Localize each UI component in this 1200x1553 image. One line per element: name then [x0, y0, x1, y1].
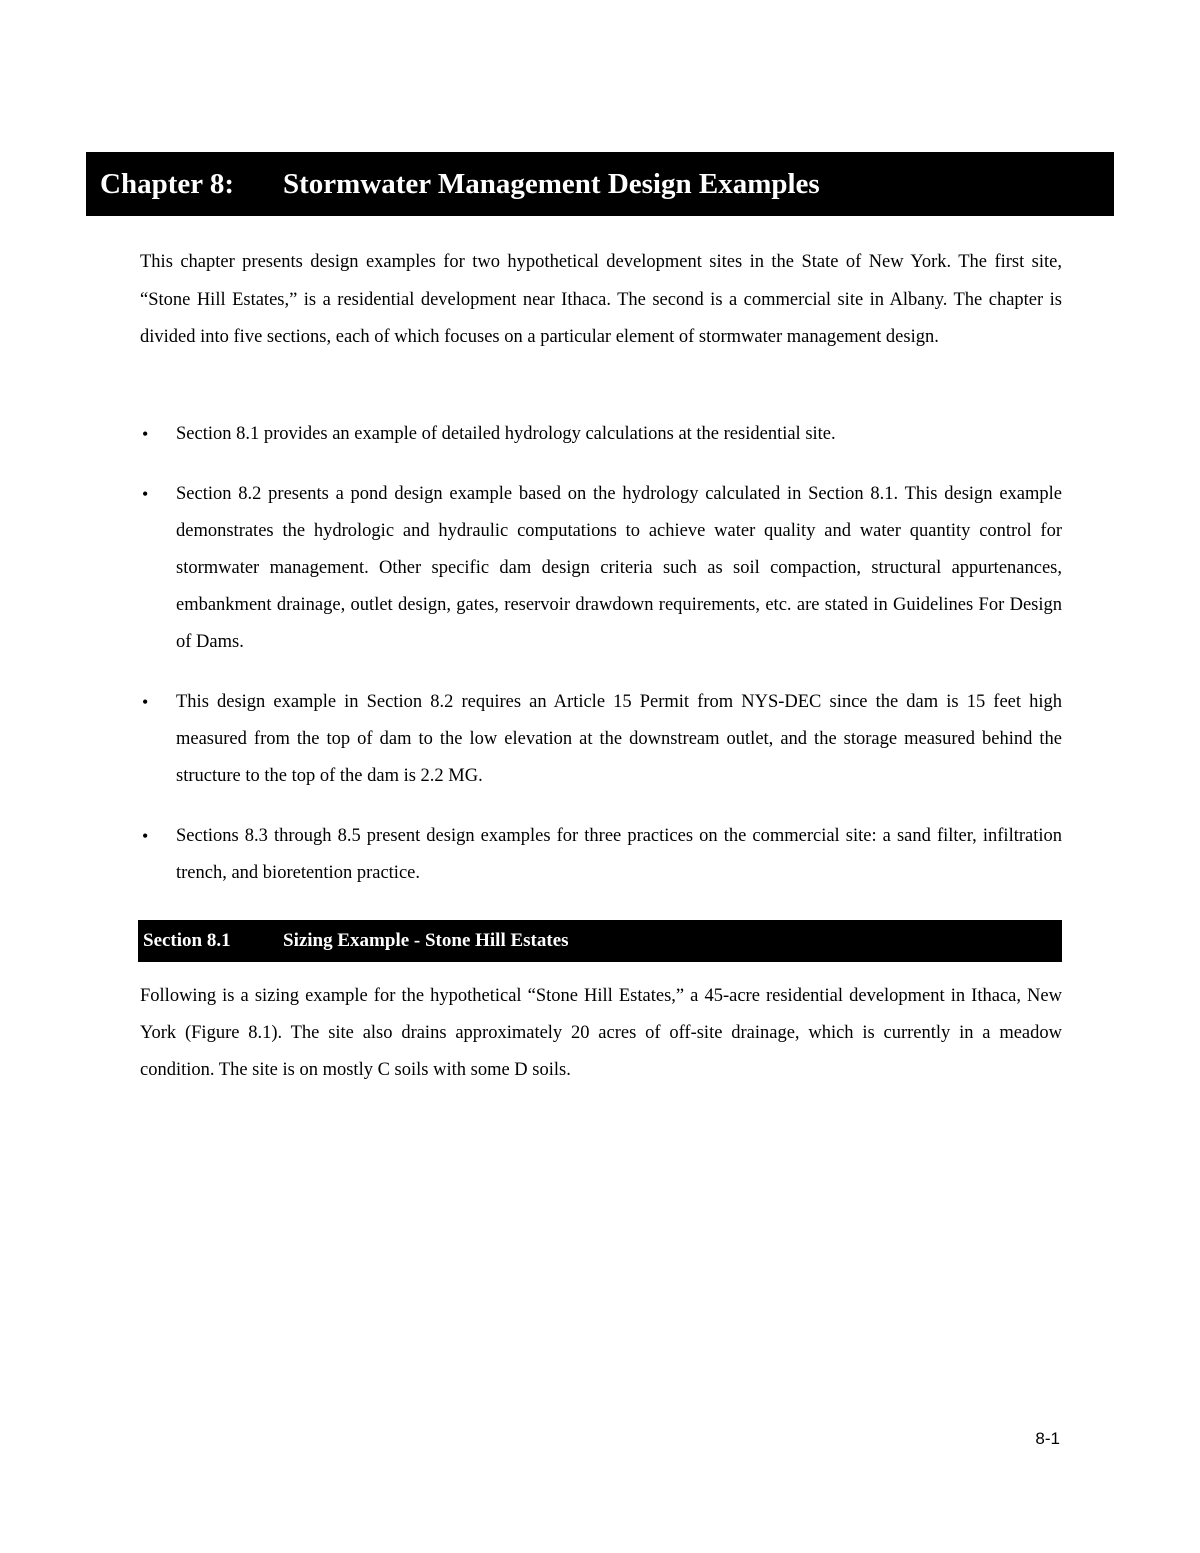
- list-item-text: Sections 8.3 through 8.5 present design examples for three practices on the commercial site: a sand filter, infiltration trench, and bioretention practice.: [176, 826, 1062, 883]
- section-title: Sizing Example - Stone Hill Estates: [283, 930, 569, 951]
- list-item: [140, 416, 1062, 453]
- bullet-icon: •: [142, 424, 149, 444]
- section-heading: [138, 920, 1062, 962]
- bullet-icon: •: [142, 826, 149, 846]
- list-item: [140, 476, 1062, 661]
- list-item: [140, 818, 1062, 892]
- bullet-icon: •: [142, 692, 149, 712]
- chapter-number: Chapter 8:: [100, 167, 234, 200]
- page-number: 8-1: [1035, 1429, 1060, 1448]
- list-item-text: This design example in Section 8.2 requires an Article 15 Permit from NYS-DEC since the dam is 15 feet high measured from the top of dam to the low elevation at the downstream outlet, and the storage measured behind the structure to the top of the dam is 2.2 MG.: [176, 692, 1062, 786]
- section-paragraph: Following is a sizing example for the hypothetical “Stone Hill Estates,” a 45-acre residential development in Ithaca, New York (Figure 8.1). The site also drains approximately 20 acres of off-site drainage, which is currently in a meadow condition. The site is on mostly C soils with some D soils.: [140, 986, 1062, 1080]
- intro-paragraph: This chapter presents design examples for two hypothetical development sites in the State of New York. The first site, “Stone Hill Estates,” is a residential development near Ithaca. The second is a commercial site in Albany. The chapter is divided into five sections, each of which focuses on a particular element of stormwater management design.: [140, 252, 1062, 347]
- list-item-text: Section 8.1 provides an example of detailed hydrology calculations at the residential site.: [176, 424, 836, 444]
- bullet-list: [140, 416, 1062, 915]
- list-item: [140, 684, 1062, 795]
- chapter-title: Stormwater Management Design Examples: [283, 167, 820, 200]
- section-number: Section 8.1: [143, 930, 231, 951]
- bullet-icon: •: [142, 484, 149, 504]
- chapter-heading: [86, 152, 1114, 216]
- list-item-text: Section 8.2 presents a pond design example based on the hydrology calculated in Section 8.1. This design example demonstrates the hydrologic and hydraulic computations to achieve water quality and water quantity control for stormwater management. Other specific dam design criteria such as soil compaction, structural appurtenances, embankment drainage, outlet design, gates, reservoir drawdown requirements, etc. are stated in Guidelines For Design of Dams.: [176, 484, 1062, 652]
